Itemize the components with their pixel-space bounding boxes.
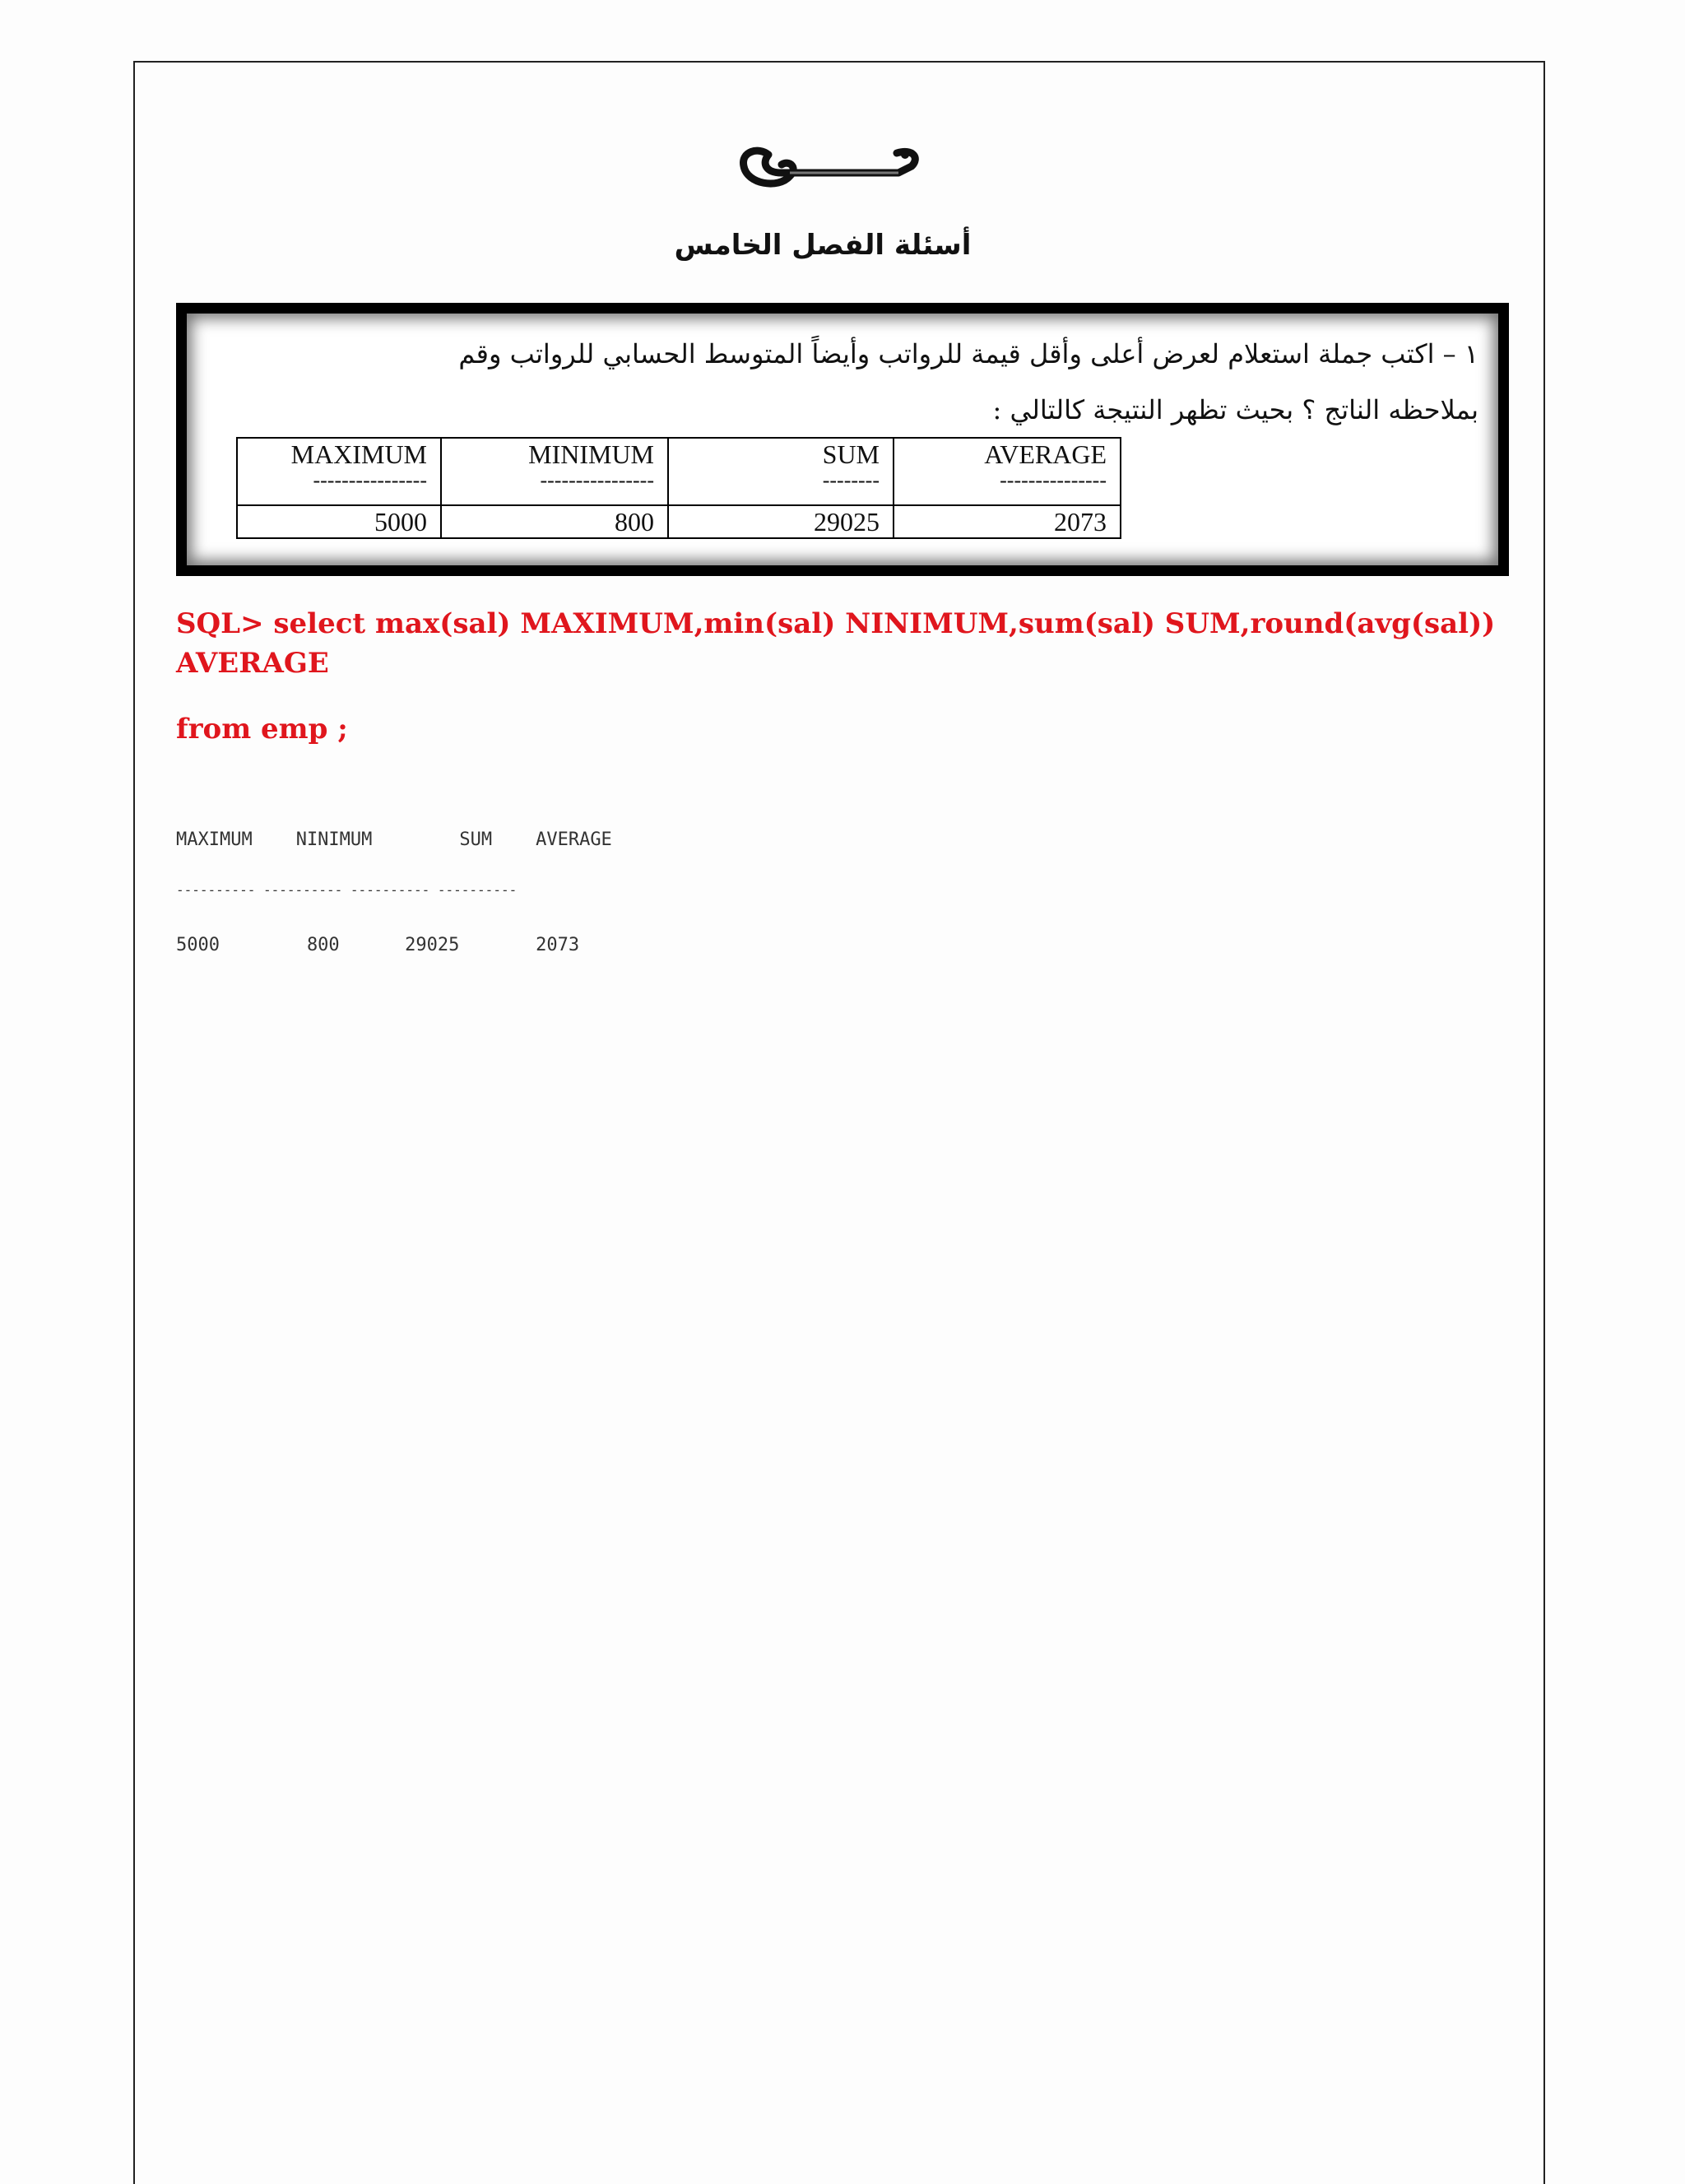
chapter-title: أسئلة الفصل الخامس — [674, 229, 972, 262]
table-header-cell: MINIMUM ---------------- — [441, 438, 668, 505]
table-cell: 2073 — [894, 505, 1121, 538]
sql-query-line-2: AVERAGE — [176, 647, 329, 680]
table-cell: 29025 — [668, 505, 894, 538]
output-dashes: ---------- ---------- ---------- ---------- — [176, 882, 518, 898]
sql-query-line-1: SQL> select max(sal) MAXIMUM,min(sal) NINIMUM,sum(sal) SUM,round(avg(sal)) — [176, 607, 1496, 640]
sql-query-line-3: from emp ; — [176, 713, 348, 746]
table-header-cell: MAXIMUM ---------------- — [237, 438, 441, 505]
question-box — [176, 303, 1509, 576]
question-inner — [184, 311, 1501, 568]
question-text-line-1: ١ – اكتب جملة استعلام لعرض أعلى وأقل قيمة للرواتب وأيضاً المتوسط الحسابي للرواتب وقم — [458, 338, 1478, 369]
sample-result-table — [236, 437, 1121, 539]
table-cell: 800 — [441, 505, 668, 538]
question-text-line-2: بملاحظه الناتج ؟ بحيث تظهر النتيجة كالتالي : — [992, 394, 1478, 425]
table-row — [237, 438, 1121, 505]
table-row — [237, 505, 1121, 538]
output-values: 5000 800 29025 2073 — [176, 935, 580, 955]
calligraphy-heading-icon — [708, 130, 921, 204]
table-cell: 5000 — [237, 505, 441, 538]
table-header-cell: SUM -------- — [668, 438, 894, 505]
table-header-cell: AVERAGE --------------- — [894, 438, 1121, 505]
output-header: MAXIMUM NINIMUM SUM AVERAGE — [176, 829, 612, 850]
